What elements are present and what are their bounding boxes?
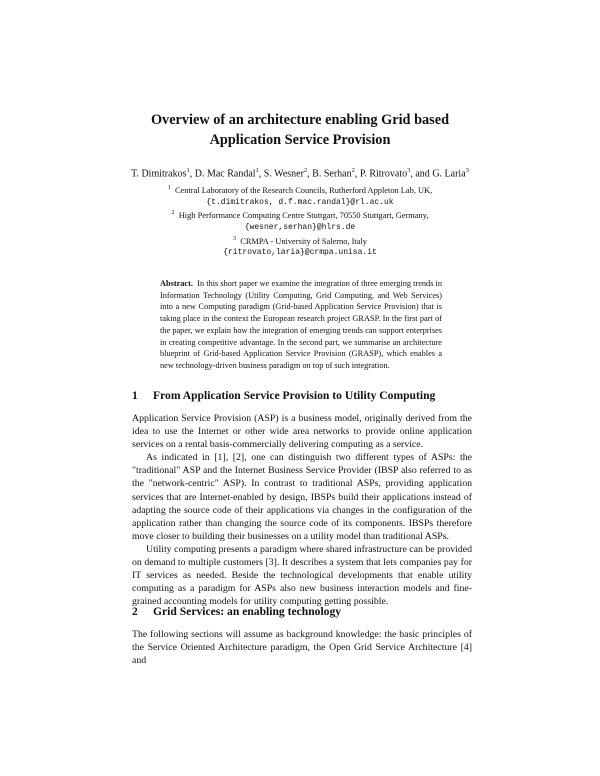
- affiliation-email: {wesner,serhan}@hlrs.de: [244, 222, 356, 232]
- section-1-body: [132, 412, 472, 608]
- affiliations: [100, 183, 500, 259]
- author-name: P. Ritrovato: [359, 168, 408, 180]
- section-2-body: [132, 628, 472, 667]
- author-name: S. Wesner: [263, 168, 304, 180]
- affiliation-mark: 3: [233, 235, 237, 242]
- abstract-text: In this short paper we examine the integration of three emerging trends in Information Technology (Utility Computing, Grid Computing, and Web Services) into a new Computing paradigm (Grid-based Application Service Provision) that is taking place in the context the European research project GRASP. In the first part of the paper, we explain how the integration of emerging trends can support enterprises in creating competitive advantage. In the second part, we summarise an architecture blueprint of Grid-based Application Service Provision (GRASP), which enables a new technology-driven business paradigm on top of such integration.: [160, 279, 442, 370]
- author-name: T. Dimitrakos: [131, 168, 187, 180]
- abstract-label: Abstract.: [160, 279, 193, 288]
- title-line-2: Application Service Provision: [209, 132, 391, 148]
- section-number: 1: [132, 389, 138, 402]
- author-affil-mark: 1: [255, 167, 259, 174]
- abstract: [160, 278, 442, 372]
- affiliation-line: $^1$ Central Laboratory of the Research Councils, Rutherford Appleton Lab, UK,: [167, 185, 433, 195]
- affiliation-email: {ritrovato,laria}@crmpa.unisa.it: [223, 248, 377, 258]
- paragraph: Application Service Provision (ASP) is a business model, originally derived from the idea to use the Internet or other wide area networks to provide online application services on a rental basis-commercially delivering computing as a service.: [132, 413, 472, 451]
- author-name: D. Mac Randal: [194, 168, 256, 180]
- section-1-heading: [132, 389, 472, 403]
- author-affil-mark: 1: [186, 167, 190, 174]
- author-name: B. Serhan: [312, 168, 352, 180]
- title-line-1: Overview of an architecture enabling Grid based: [150, 112, 450, 128]
- author-affil-mark: 2: [303, 167, 308, 174]
- section-title: Grid Services: an enabling technology: [153, 605, 342, 618]
- affiliation-mark: 2: [171, 210, 175, 217]
- section-2-heading: [132, 605, 472, 619]
- paper-title: [100, 110, 500, 150]
- author-name: G. Laria: [432, 168, 466, 180]
- author-affil-mark: 3: [407, 167, 411, 174]
- affiliation-mark: 1: [167, 185, 171, 191]
- author-affil-mark: 3: [465, 167, 469, 174]
- section-number: 2: [132, 605, 138, 618]
- section-title: From Application Service Provision to Utility Computing: [153, 389, 436, 402]
- paragraph: As indicated in [1], [2], one can distinguish two different types of ASPs: the "traditional" ASP and the Internet Business Service Provider (IBSP also referred to as the "network-centric" ASP). In contrast to traditional ASPs, providing application services that are Internet-enabled by design, IBSPs build their applications instead of adapting the source code of their applications via changes in the configuration of the application rather than changing the source code of its components. IBSPs therefore move closer to building their businesses on a utility model than traditional ASPs.: [132, 452, 472, 542]
- author-affil-mark: 2: [351, 167, 355, 174]
- paragraph: Utility computing presents a paradigm where shared infrastructure can be provided on demand to multiple customers [3]. It describes a system that lets companies pay for IT services as needed. Beside the technological developments that enable utility computing as a paradigm for ASPs also new business interaction models and fine-grained accounting models for utility computing getting possible.: [132, 543, 472, 608]
- affiliation-line: $^2$ High Performance Computing Centre Stuttgart, 70550 Stuttgart, Germany,: [171, 210, 429, 221]
- affiliation-email: {t.dimitrakos, d.f.mac.randal}@rl.ac.uk: [206, 197, 394, 207]
- author-list: T. Dimitrakos$^1$, D. Mac Randal$^1$, S. Wesner$^2$, B. Serhan$^2$, P. Ritrovato$^3$, and G. Laria$^3$: [131, 167, 469, 180]
- paragraph: The following sections will assume as background knowledge: the basic principles of the Service Oriented Architecture paradigm, the Open Grid Service Architecture [4] and: [132, 629, 472, 667]
- affiliation-line: $^3$ CRMPA - University of Salerno, Italy: [233, 235, 367, 246]
